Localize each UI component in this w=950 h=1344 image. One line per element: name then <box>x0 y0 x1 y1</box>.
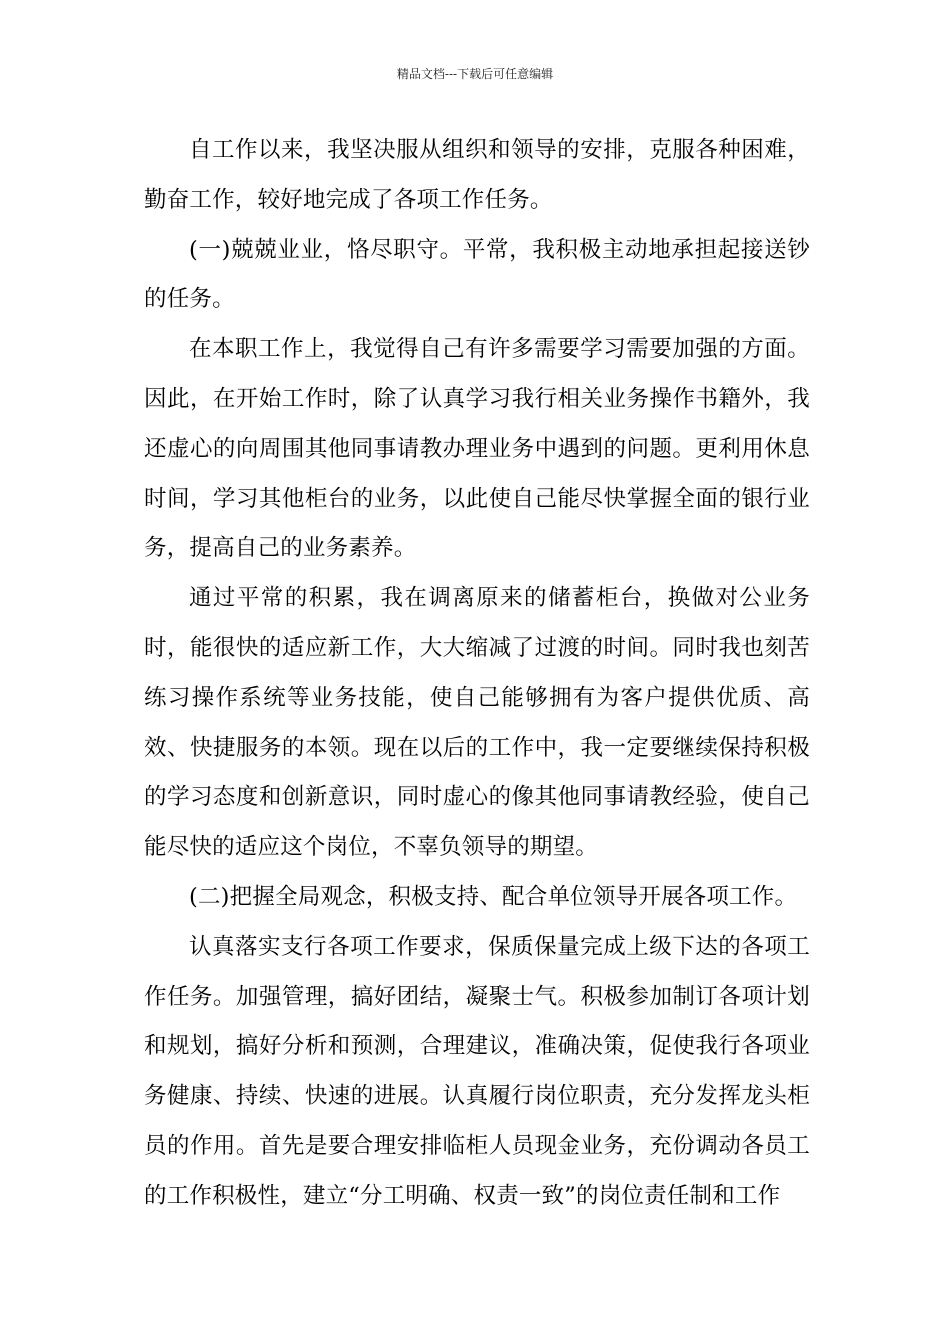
paragraph-accumulation: 通过平常的积累，我在调离原来的储蓄柜台，换做对公业务时，能很快的适应新工作，大大缩减了过渡的时间。同时我也刻苦练习操作系统等业务技能，使自己能够拥有为客户提供优质、高效、快捷服务的本领。现在以后的工作中，我一定要继续保持积极的学习态度和创新意识，同时虚心的像其他同事请教经验，使自己能尽快的适应这个岗位，不辜负领导的期望。 <box>144 585 810 861</box>
paragraph-implementation: 认真落实支行各项工作要求，保质保量完成上级下达的各项工作任务。加强管理，搞好团结，凝聚士气。积极参加制订各项计划和规划，搞好分析和预测，合理建议，准确决策，促使我行各项业务健康、持续、快速的进展。认真履行岗位职责，充分发挥龙头柜员的作用。首先是要合理安排临柜人员现金业务，充份调动各员工的工作积极性，建立“分工明确、权责一致”的岗位责任制和工作 <box>144 933 810 1209</box>
paragraph-section-two-heading: (二)把握全局观念，积极支持、配合单位领导开展各项工作。 <box>189 883 798 910</box>
paragraph-intro: 自工作以来，我坚决服从组织和领导的安排，克服各种困难，勤奋工作，较好地完成了各项工作任务。 <box>144 137 810 213</box>
page-header: 精品文档---下载后可任意编辑 <box>396 67 554 81</box>
paragraph-section-one-heading: (一)兢兢业业，恪尽职守。平常，我积极主动地承担起接送钞的任务。 <box>144 236 810 313</box>
document-body <box>144 126 810 1222</box>
paragraph-study: 在本职工作上，我觉得自己有许多需要学习需要加强的方面。因此，在开始工作时，除了认真学习我行相关业务操作书籍外，我还虚心的向周围其他同事请教办理业务中遇到的问题。更利用休息时间，学习其他柜台的业务，以此使自己能尽快掌握全面的银行业务，提高自己的业务素养。 <box>144 336 810 562</box>
